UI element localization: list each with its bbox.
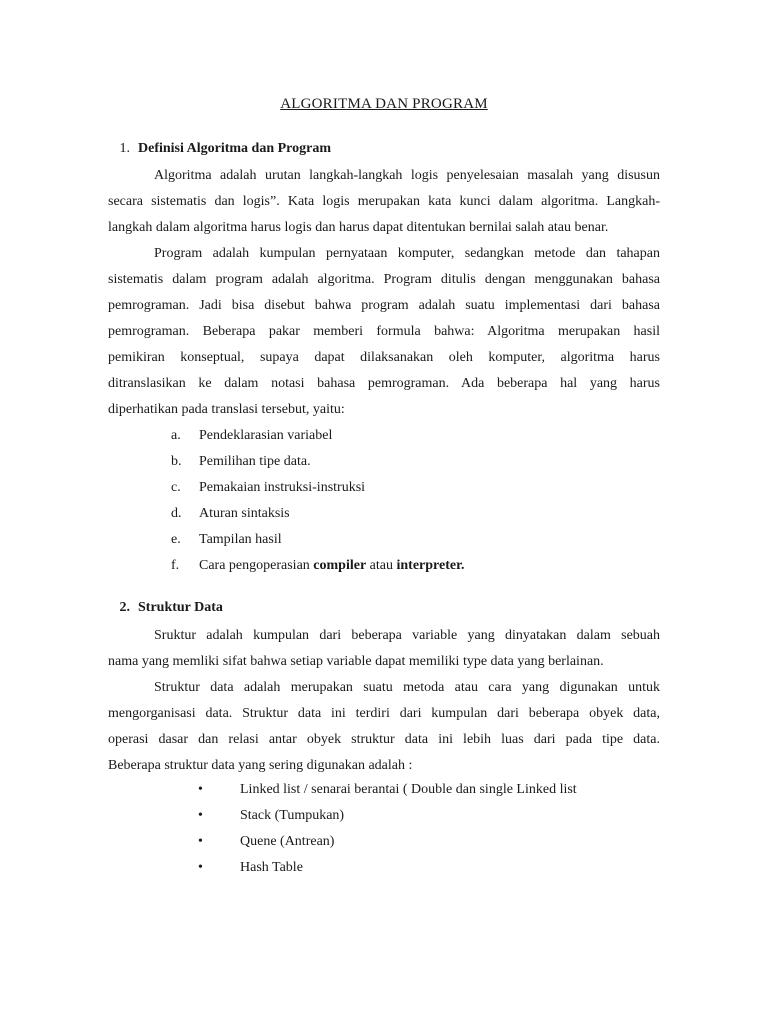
list-marker: b. (171, 454, 182, 469)
list-item-text: Hash Table (240, 860, 303, 875)
section1-lettered-list (171, 423, 465, 579)
list-item-text: Quene (Antrean) (240, 834, 335, 849)
list-item-text: Tampilan hasil (199, 532, 282, 547)
section2-paragraph-1 (108, 623, 660, 675)
term-compiler: compiler (313, 558, 367, 573)
paragraph-line: pemrograman. Jadi bisa disebut bahwa program adalah suatu implementasi dari bahasa (108, 298, 660, 313)
paragraph-line: ditranslasikan ke dalam notasi bahasa pemrograman. Ada beberapa hal yang harus (108, 376, 660, 391)
list-item (171, 501, 465, 527)
bullet-icon: • (198, 808, 203, 823)
list-marker: e. (171, 532, 181, 547)
paragraph-line: Struktur data adalah merupakan suatu metoda atau cara yang digunakan untuk (154, 680, 660, 695)
section-number-2: 2. (119, 600, 130, 615)
list-item-text: Pendeklarasian variabel (199, 428, 333, 443)
list-item-text: Stack (Tumpukan) (240, 808, 345, 823)
list-marker: a. (171, 428, 181, 443)
section-heading-1 (108, 141, 331, 157)
paragraph-line: pemikiran konseptual, supaya dapat dilaksanakan oleh komputer, algoritma harus (108, 350, 660, 365)
list-item-text: Pemakaian instruksi-instruksi (199, 480, 366, 495)
section1-paragraph-2 (108, 241, 660, 423)
list-marker: d. (171, 506, 182, 521)
section1-paragraph-1 (108, 163, 660, 241)
paragraph-line: mengorganisasi data. Struktur data ini terdiri dari kumpulan dari beberapa obyek data, (108, 706, 660, 721)
list-item-text: Pemilihan tipe data. (199, 454, 311, 469)
paragraph-line: pemrograman. Beberapa pakar memberi formula bahwa: Algoritma merupakan hasil (108, 324, 660, 339)
paragraph-line: diperhatikan pada translasi tersebut, yaitu: (108, 402, 345, 417)
paragraph-line: Algoritma adalah urutan langkah-langkah logis penyelesaian masalah yang disusun (154, 168, 660, 183)
paragraph-line: Beberapa struktur data yang sering digunakan adalah : (108, 758, 413, 773)
paragraph-line: secara sistematis dan logis”. Kata logis merupakan kata kunci dalam algoritma. Langkah- (108, 194, 660, 209)
section-title-2: Struktur Data (138, 600, 223, 615)
list-item-text (199, 558, 465, 573)
section2-bullet-list (198, 777, 577, 881)
term-interpreter: interpreter. (396, 558, 465, 573)
paragraph-line: sistematis dalam program adalah algoritma. Program ditulis dengan menggunakan bahasa (108, 272, 660, 287)
list-item-text: Aturan sintaksis (199, 506, 290, 521)
list-item (171, 527, 465, 553)
paragraph-line: langkah dalam algoritma harus logis dan harus dapat ditentukan bernilai salah atau benar. (108, 220, 609, 235)
list-item-text: Linked list / senarai berantai ( Double dan single Linked list (240, 782, 577, 797)
list-marker: c. (171, 480, 181, 495)
section2-paragraph-2 (108, 675, 660, 779)
list-item-prefix: Cara pengoperasian (199, 558, 314, 573)
list-item (171, 475, 465, 501)
list-item (198, 855, 577, 881)
bullet-icon: • (198, 834, 203, 849)
section-number-1: 1. (119, 141, 130, 156)
paragraph-line: Program adalah kumpulan pernyataan komputer, sedangkan metode dan tahapan (154, 246, 660, 261)
list-item (198, 803, 577, 829)
section-heading-2 (108, 600, 223, 616)
list-item (171, 449, 465, 475)
paragraph-line: operasi dasar dan relasi antar obyek struktur data ini lebih luas dari pada tipe data. (108, 732, 660, 747)
list-marker: f. (171, 558, 180, 573)
paragraph-line: nama yang memliki sifat bahwa setiap variable dapat memiliki type data yang berlainan. (108, 654, 604, 669)
bullet-icon: • (198, 782, 203, 797)
list-item (198, 829, 577, 855)
page-title: ALGORITMA DAN PROGRAM (280, 96, 488, 112)
paragraph-line: Sruktur adalah kumpulan dari beberapa variable yang dinyatakan dalam sebuah (154, 628, 660, 643)
list-item (171, 553, 465, 579)
section-title-1: Definisi Algoritma dan Program (138, 141, 332, 156)
bullet-icon: • (198, 860, 203, 875)
list-item (171, 423, 465, 449)
list-item (198, 777, 577, 803)
list-item-middle: atau (366, 558, 397, 573)
